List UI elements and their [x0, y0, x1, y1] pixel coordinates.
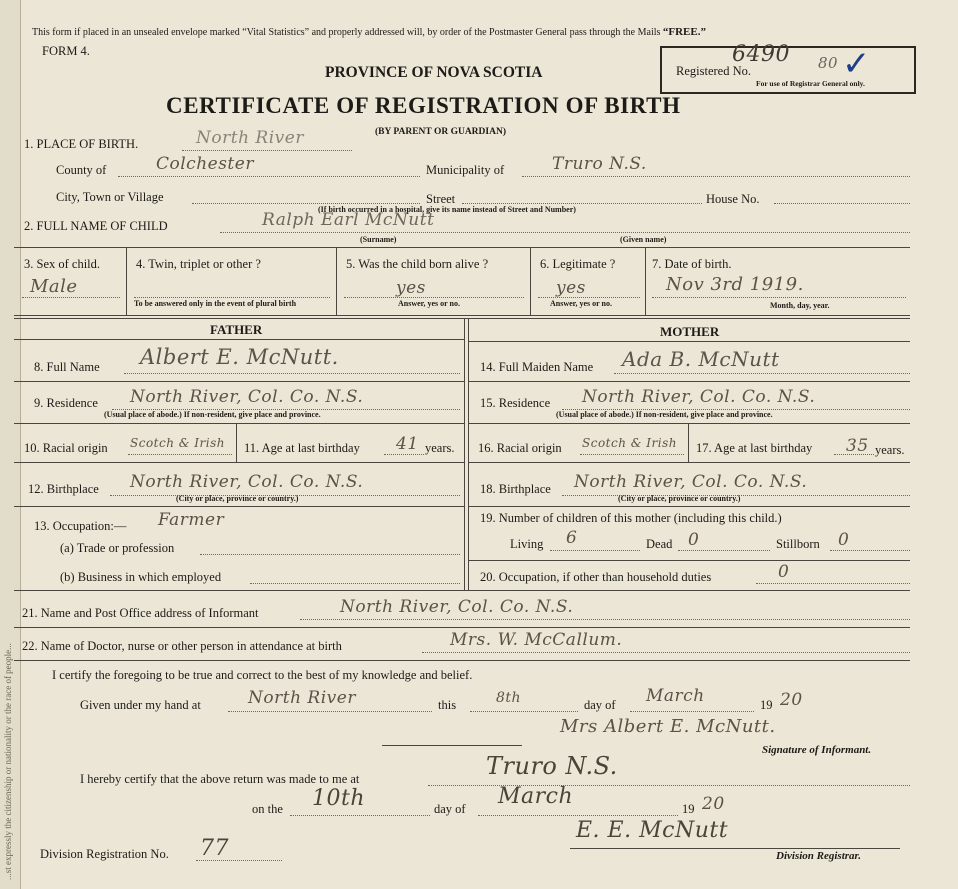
- mailing-notice: [32, 26, 706, 38]
- father-birthplace-note: (City or place, province or country.): [176, 494, 299, 503]
- signature-informant-label: Signature of Informant.: [762, 744, 872, 756]
- father-age-label: 11. Age at last birthday: [244, 441, 360, 455]
- return-day-of-label: day of: [434, 802, 466, 816]
- mother-age-years: years.: [875, 443, 905, 457]
- place-of-birth-value: North River: [196, 128, 304, 148]
- plural-birth-label: 4. Twin, triplet or other ?: [136, 257, 261, 271]
- division-registration-label: Division Registration No.: [40, 847, 169, 861]
- father-birthplace-value: North River, Col. Co. N.S.: [130, 472, 364, 492]
- mother-residence-note: (Usual place of abode.) If non-resident, give place and province.: [556, 410, 773, 419]
- father-name-value: Albert E. McNutt.: [140, 345, 339, 369]
- given-name-note: (Given name): [620, 235, 667, 244]
- father-age-years: years.: [425, 441, 455, 455]
- given-place-value: North River: [248, 688, 356, 708]
- given-day-value: 8th: [496, 690, 522, 706]
- certificate-subtitle: (BY PARENT OR GUARDIAN): [375, 127, 506, 137]
- legitimate-label: 6. Legitimate ?: [540, 257, 616, 271]
- return-year-value: 20: [702, 794, 725, 814]
- return-day-value: 10th: [312, 786, 366, 811]
- registrar-signature: E. E. McNutt: [576, 818, 729, 843]
- father-residence-note: (Usual place of abode.) If non-resident, give place and province.: [104, 410, 321, 419]
- attendant-label: 22. Name of Doctor, nurse or other person in attendance at birth: [22, 639, 342, 653]
- mailing-notice-text: This form if placed in an unsealed envelope marked “Vital Statistics” and properly addressed will, by order of the Postmaster General pass through the Mails: [32, 27, 661, 38]
- mother-residence-value: North River, Col. Co. N.S.: [582, 387, 816, 407]
- father-birthplace-label: 12. Birthplace: [28, 482, 99, 496]
- father-heading: FATHER: [210, 322, 263, 337]
- registered-number-box: [660, 42, 916, 94]
- attendant-value: Mrs. W. McCallum.: [450, 630, 623, 650]
- father-residence-label: 9. Residence: [34, 396, 98, 410]
- given-under-hand-label: Given under my hand at: [80, 698, 201, 712]
- legitimate-note: Answer, yes or no.: [550, 299, 613, 308]
- return-place-value: Truro N.S.: [486, 752, 618, 780]
- mother-racial-value: Scotch & Irish: [582, 436, 677, 450]
- dead-value: 0: [688, 530, 700, 550]
- sex-value: Male: [30, 276, 78, 297]
- mother-name-value: Ada B. McNutt: [622, 347, 780, 371]
- given-year-prefix: 19: [760, 698, 773, 712]
- division-registrar-label: Division Registrar.: [776, 850, 861, 862]
- date-of-birth-label: 7. Date of birth.: [652, 257, 732, 271]
- certify-statement: I certify the foregoing to be true and correct to the best of my knowledge and belief.: [52, 668, 473, 682]
- informant-value: North River, Col. Co. N.S.: [340, 597, 574, 617]
- living-value: 6: [566, 528, 578, 548]
- county-value: Colchester: [156, 154, 254, 174]
- dead-label: Dead: [646, 537, 673, 551]
- mother-racial-label: 16. Racial origin: [478, 441, 562, 455]
- hospital-note: (If birth occurred in a hospital, give its name instead of Street and Number): [318, 205, 576, 214]
- left-edge-strip: [0, 0, 21, 889]
- stillborn-value: 0: [838, 530, 850, 550]
- province-heading: PROVINCE OF NOVA SCOTIA: [325, 64, 543, 81]
- certificate-title: CERTIFICATE OF REGISTRATION OF BIRTH: [166, 93, 681, 118]
- registered-number-value: 6490: [732, 42, 790, 67]
- county-label: County of: [56, 163, 107, 177]
- child-name-label: 2. FULL NAME OF CHILD: [24, 219, 168, 233]
- child-name-value: Ralph Earl McNutt: [262, 210, 435, 230]
- municipality-value: Truro N.S.: [552, 154, 647, 174]
- born-alive-label: 5. Was the child born alive ?: [346, 257, 489, 271]
- mother-name-label: 14. Full Maiden Name: [480, 360, 594, 374]
- legitimate-value: yes: [556, 278, 586, 298]
- return-month-value: March: [498, 784, 574, 809]
- sex-label: 3. Sex of child.: [24, 257, 101, 271]
- children-count-label: 19. Number of children of this mother (including this child.): [480, 511, 782, 525]
- father-occupation-label: 13. Occupation:—: [34, 519, 127, 533]
- mother-occupation-value: 0: [778, 562, 790, 582]
- mother-occupation-label: 20. Occupation, if other than household duties: [480, 570, 712, 584]
- father-racial-value: Scotch & Irish: [130, 436, 225, 450]
- stillborn-label: Stillborn: [776, 537, 820, 551]
- father-name-label: 8. Full Name: [34, 360, 100, 374]
- given-year-value: 20: [780, 690, 803, 710]
- mother-age-value: 35: [846, 436, 869, 456]
- registered-number-extra: 80: [818, 54, 839, 72]
- father-occupation-value: Farmer: [158, 510, 225, 530]
- mailing-notice-free: “FREE.”: [662, 26, 706, 38]
- mother-heading: MOTHER: [660, 324, 720, 339]
- father-residence-value: North River, Col. Co. N.S.: [130, 387, 364, 407]
- edge-instruction-text: ...st expressly the citizenship or nationality or the race of people...: [3, 643, 13, 880]
- form-number: FORM 4.: [42, 44, 90, 58]
- division-registration-value: 77: [200, 836, 229, 861]
- business-employed-label: (b) Business in which employed: [60, 570, 222, 584]
- plural-birth-note: To be answered only in the event of plural birth: [134, 299, 297, 308]
- mother-birthplace-note: (City or place, province or country.): [618, 494, 741, 503]
- on-the-label: on the: [252, 802, 283, 816]
- mother-residence-label: 15. Residence: [480, 396, 551, 410]
- informant-label: 21. Name and Post Office address of Informant: [22, 606, 259, 620]
- given-day-of-label: day of: [584, 698, 616, 712]
- born-alive-note: Answer, yes or no.: [398, 299, 461, 308]
- living-label: Living: [510, 537, 544, 551]
- return-year-prefix: 19: [682, 802, 695, 816]
- city-town-label: City, Town or Village: [56, 190, 164, 204]
- registered-number-label: Registered No.: [676, 64, 751, 78]
- mother-age-label: 17. Age at last birthday: [696, 441, 813, 455]
- mother-birthplace-label: 18. Birthplace: [480, 482, 551, 496]
- municipality-label: Municipality of: [426, 163, 505, 177]
- informant-signature: Mrs Albert E. McNutt.: [560, 716, 776, 737]
- given-month-value: March: [646, 686, 705, 706]
- father-racial-label: 10. Racial origin: [24, 441, 108, 455]
- born-alive-value: yes: [396, 278, 426, 298]
- date-of-birth-note: Month, day, year.: [770, 301, 830, 310]
- father-age-value: 41: [396, 434, 419, 454]
- given-this-label: this: [438, 698, 457, 712]
- place-of-birth-label: 1. PLACE OF BIRTH.: [24, 137, 139, 151]
- surname-note: (Surname): [360, 235, 397, 244]
- house-number-label: House No.: [706, 192, 760, 206]
- return-statement: I hereby certify that the above return was made to me at: [80, 772, 360, 786]
- mother-birthplace-value: North River, Col. Co. N.S.: [574, 472, 808, 492]
- date-of-birth-value: Nov 3rd 1919.: [666, 274, 804, 295]
- street-label: Street: [426, 192, 456, 206]
- registrar-only-note: For use of Registrar General only.: [756, 79, 865, 88]
- blue-checkmark-icon: ✓: [842, 44, 871, 84]
- trade-profession-label: (a) Trade or profession: [60, 541, 175, 555]
